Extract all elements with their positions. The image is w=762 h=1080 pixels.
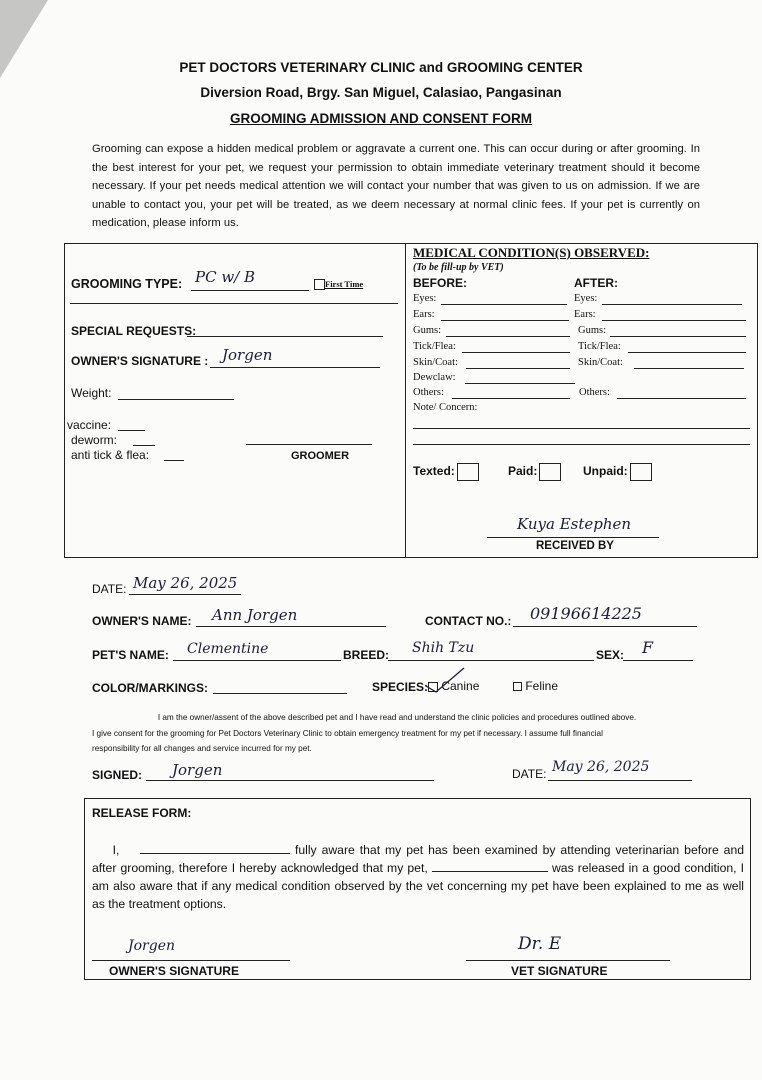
contact-value[interactable]: 09196614225: [530, 604, 642, 623]
color-markings-label: COLOR/MARKINGS:: [92, 681, 208, 695]
after-ears-label: Ears:: [574, 309, 596, 320]
canine-label: Canine: [441, 679, 480, 693]
after-tick-flea-label: Tick/Flea:: [578, 341, 621, 352]
before-gums-label: Gums:: [413, 325, 442, 336]
before-ears-label: Ears:: [413, 309, 435, 320]
feline-label: Feline: [525, 679, 559, 693]
breed-line: [388, 660, 594, 661]
consent-date-label: DATE:: [512, 767, 547, 781]
before-skin-coat-line[interactable]: [466, 368, 570, 369]
owner-name-label: OWNER'S NAME:: [92, 614, 192, 628]
release-paragraph: [92, 841, 744, 913]
texted-checkbox[interactable]: [457, 463, 479, 481]
before-skin-coat-label: Skin/Coat:: [413, 357, 458, 368]
after-heading: AFTER:: [574, 276, 618, 290]
release-owner-signature-label: OWNER'S SIGNATURE: [109, 964, 239, 978]
after-tick-flea-line[interactable]: [628, 352, 746, 353]
first-time-label: First Time: [325, 279, 364, 289]
others-before-line[interactable]: [452, 398, 570, 399]
unpaid-label: Unpaid:: [583, 464, 628, 479]
after-eyes-line[interactable]: [602, 304, 742, 305]
release-owner-signature-value[interactable]: Jorgen: [128, 938, 175, 954]
release-owner-signature-line: [92, 960, 290, 961]
after-gums-line[interactable]: [610, 336, 746, 337]
vet-signature-line: [466, 960, 670, 961]
clinic-name: PET DOCTORS VETERINARY CLINIC and GROOMING CENTER: [179, 60, 583, 75]
dewclaw-line[interactable]: [465, 383, 575, 384]
vaccine-label: vaccine:: [67, 418, 112, 432]
vaccine-line[interactable]: [118, 430, 145, 431]
grooming-type-line: [191, 290, 309, 291]
after-ears-line[interactable]: [602, 320, 746, 321]
admission-box-divider: [405, 243, 406, 558]
owner-signature-label: OWNER'S SIGNATURE :: [71, 354, 209, 368]
others-after-line[interactable]: [617, 398, 746, 399]
tick-flea-line[interactable]: [164, 460, 184, 461]
contact-label: CONTACT NO.:: [425, 614, 512, 628]
form-title: GROOMING ADMISSION AND CONSENT FORM: [230, 111, 532, 126]
others-after-label: Others:: [579, 387, 610, 398]
consent-date-value[interactable]: May 26, 2025: [552, 759, 650, 775]
deworm-label: deworm:: [71, 433, 118, 447]
release-text-part2: was released in a good condition, I am also aware that if any medical condition observed by the vet concerning my pet have been explained to me as well as the treatment options.: [92, 861, 745, 911]
owner-name-line: [196, 626, 386, 627]
clinic-address: Diversion Road, Brgy. San Miguel, Calasiao, Pangasinan: [200, 85, 562, 100]
date-line: [129, 594, 241, 595]
sex-label: SEX:: [596, 648, 625, 662]
special-requests-line[interactable]: [187, 336, 383, 337]
date-label: DATE:: [92, 582, 127, 596]
before-tick-flea-label: Tick/Flea:: [413, 341, 456, 352]
received-by-label: RECEIVED BY: [536, 540, 614, 552]
sex-line: [623, 660, 693, 661]
release-owner-blank[interactable]: [140, 842, 290, 854]
release-pet-blank[interactable]: [432, 860, 548, 872]
pet-name-line: [173, 660, 341, 661]
unpaid-checkbox[interactable]: [630, 463, 652, 481]
after-skin-coat-line[interactable]: [634, 368, 744, 369]
special-requests-label: SPECIAL REQUESTS:: [71, 324, 197, 338]
first-time-option[interactable]: [314, 279, 363, 290]
grooming-type-extra-line: [70, 303, 398, 304]
groomer-label: GROOMER: [291, 450, 350, 462]
owner-signature-value[interactable]: Jorgen: [222, 346, 273, 364]
tick-flea-label: anti tick & flea:: [71, 448, 150, 462]
first-time-checkbox[interactable]: [314, 279, 325, 290]
consent-line-3: responsibility for all changes and service incurred for my pet.: [92, 744, 312, 753]
note-line-2[interactable]: [413, 444, 750, 445]
release-i: I,: [112, 843, 120, 857]
consent-date-line: [548, 780, 692, 781]
after-gums-label: Gums:: [578, 325, 607, 336]
after-eyes-label: Eyes:: [574, 293, 598, 304]
breed-label: BREED:: [343, 648, 390, 662]
vet-signature-value[interactable]: Dr. E: [518, 934, 562, 954]
pet-name-value[interactable]: Clementine: [187, 641, 269, 657]
consent-line-2: I give consent for the grooming for Pet Doctors Veterinary Clinic to obtain emergency treatment for my pet if necessary. I assume full financial: [92, 729, 603, 738]
release-text-part1: fully aware that my pet has been examined by attending veterinarian before and after grooming, therefore I hereby acknowledged that my pet,: [92, 843, 745, 875]
owner-name-value[interactable]: Ann Jorgen: [212, 606, 298, 624]
deworm-line[interactable]: [133, 445, 155, 446]
dewclaw-label: Dewclaw:: [413, 372, 456, 383]
sex-value[interactable]: F: [642, 638, 654, 657]
medical-subtitle: (To be fill-up by VET): [413, 262, 504, 273]
note-concern-label: Note/ Concern:: [413, 402, 478, 413]
received-by-signature: Kuya Estephen: [517, 515, 632, 533]
color-markings-line[interactable]: [213, 693, 347, 694]
after-skin-coat-label: Skin/Coat:: [578, 357, 623, 368]
grooming-type-label: GROOMING TYPE:: [71, 277, 183, 291]
paid-checkbox[interactable]: [539, 463, 561, 481]
species-label: SPECIES:: [372, 680, 429, 694]
signed-line: [146, 780, 434, 781]
medical-title: MEDICAL CONDITION(S) OBSERVED:: [413, 245, 650, 260]
canine-checkmark-icon: [424, 666, 466, 694]
vet-signature-label: VET SIGNATURE: [511, 964, 608, 978]
others-before-label: Others:: [413, 387, 444, 398]
signed-value[interactable]: Jorgen: [172, 761, 223, 779]
before-gums-line[interactable]: [446, 336, 570, 337]
feline-option[interactable]: [513, 679, 558, 693]
before-tick-flea-line[interactable]: [462, 352, 570, 353]
date-value[interactable]: May 26, 2025: [133, 574, 238, 592]
before-eyes-line[interactable]: [441, 304, 567, 305]
unpaid-option[interactable]: [583, 463, 652, 481]
paid-option[interactable]: [508, 463, 561, 481]
paid-label: Paid:: [508, 464, 538, 479]
pet-name-label: PET'S NAME:: [92, 648, 169, 662]
consent-line-1: I am the owner/assent of the above described pet and I have read and understand the clinic policies and procedures outlined above.: [157, 713, 637, 722]
weight-label: Weight:: [71, 386, 112, 400]
contact-line: [513, 626, 697, 627]
received-by-line: [487, 537, 659, 538]
feline-checkbox[interactable]: [513, 682, 522, 691]
weight-line[interactable]: [118, 399, 234, 400]
release-form-title: RELEASE FORM:: [92, 806, 192, 820]
before-heading: BEFORE:: [413, 276, 467, 290]
signed-label: SIGNED:: [92, 768, 143, 782]
note-line-1[interactable]: [413, 428, 750, 429]
before-eyes-label: Eyes:: [413, 293, 437, 304]
before-ears-line[interactable]: [441, 320, 569, 321]
grooming-type-value[interactable]: PC w/ B: [195, 268, 256, 286]
owner-signature-line: [210, 367, 380, 368]
texted-label: Texted:: [413, 464, 455, 479]
intro-paragraph: Grooming can expose a hidden medical problem or aggravate a current one. This can occur during or after grooming. In the best interest for your pet, we request your permission to obtain immediate veterinary treatment should it become necessary. If your pet needs medical attention we will contact your number that was given to us on admission. If we are unable to contact you, your pet will be treated, as we deem necessary at normal clinic fees. If your pet is currently on medication, please inform us.: [92, 143, 700, 229]
texted-option[interactable]: [413, 463, 479, 481]
breed-value[interactable]: Shih Tzu: [412, 640, 475, 656]
groomer-line: [246, 444, 372, 445]
